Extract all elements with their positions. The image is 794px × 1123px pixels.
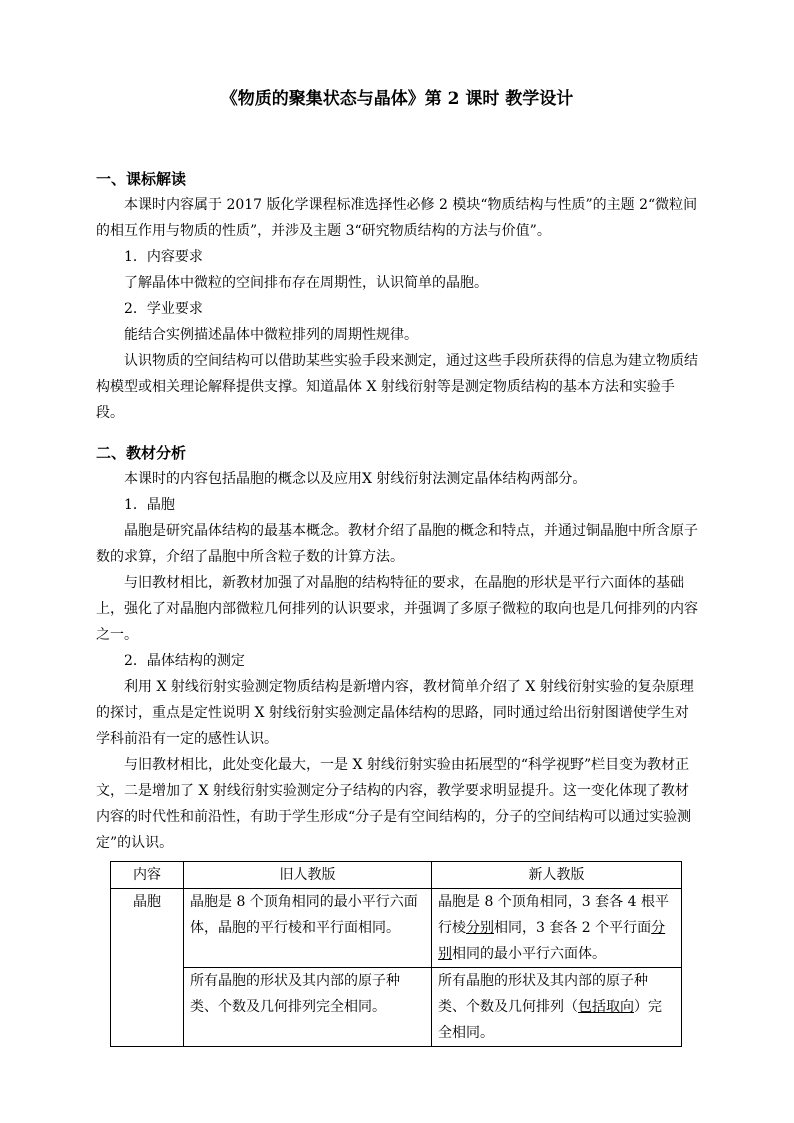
paragraph: 了解晶体中微粒的空间排布存在周期性，认识简单的晶胞。	[124, 275, 488, 291]
sub-heading: 2．晶体结构的测定	[124, 653, 245, 669]
table-cell: 晶胞是 8 个顶角相同的最小平行六面体，晶胞的平行棱和平行面相同。	[184, 889, 432, 968]
paragraph: 利用 X 射线衍射实验测定物质结构是新增内容，教材简单介绍了 X 射线衍射实验的复杂原理的探讨，重点是定性说明 X 射线衍射实验测定晶体结构的思路，同时通过给出衍射图谱使学生对学科前沿有一定的感性认识。	[96, 679, 694, 747]
paragraph: 认识物质的空间结构可以借助某些实验手段来测定，通过这些手段所获得的信息为建立物质结构模型或相关理论解释提供支撑。知道晶体 X 射线衍射等是测定物质结构的基本方法和实验手段。	[96, 353, 698, 421]
paragraph: 晶胞是研究晶体结构的最基本概念。教材介绍了晶胞的概念和特点，并通过铜晶胞中所含原子数的求算，介绍了晶胞中所含粒子数的计算方法。	[96, 523, 698, 565]
table-cell: 晶胞是 8 个顶角相同，3 套各 4 根平行棱分别相同，3 套各 2 个平行面分别相同的最小平行六面体。	[432, 889, 682, 968]
table-cell: 所有晶胞的形状及其内部的原子种类、个数及几何排列（包括取向）完全相同。	[432, 968, 682, 1047]
sub-heading: 2．学业要求	[124, 301, 203, 317]
section-heading-standards: 一、课标解读	[96, 170, 187, 188]
table-header: 内容	[111, 862, 184, 889]
table-cell: 所有晶胞的形状及其内部的原子种类、个数及几何排列完全相同。	[184, 968, 432, 1047]
paragraph: 本课时内容属于 2017 版化学课程标准选择性必修 2 模块“物质结构与性质”的主题 2“微粒间的相互作用与物质的性质”，并涉及主题 3“研究物质结构的方法与价值”。	[96, 197, 698, 239]
section-heading-textbook: 二、教材分析	[96, 444, 187, 462]
document-body	[96, 166, 698, 856]
paragraph: 能结合实例描述晶体中微粒排列的周期性规律。	[124, 327, 418, 343]
sub-heading: 1．内容要求	[124, 249, 203, 265]
table-row	[111, 889, 682, 968]
table-header: 新人教版	[432, 862, 682, 889]
table-row-label: 晶胞	[111, 889, 184, 1047]
table-header: 旧人教版	[184, 862, 432, 889]
table-row	[111, 968, 682, 1047]
underlined-text: 分别	[466, 920, 494, 936]
paragraph: 本课时的内容包括晶胞的概念以及应用X 射线衍射法测定晶体结构两部分。	[124, 471, 587, 487]
comparison-table	[110, 861, 682, 1047]
paragraph: 与旧教材相比，此处变化最大，一是 X 射线衍射实验由拓展型的“科学视野”栏目变为教材正文，二是增加了 X 射线衍射实验测定分子结构的内容，教学要求明显提升。这一变化体现了教材内容的时代性和前沿性，有助于学生形成“分子是有空间结构的，分子的空间结构可以通过实验测定”的认识。	[96, 757, 692, 851]
sub-heading: 1．晶胞	[124, 497, 175, 513]
underlined-text: 包括取向	[578, 999, 634, 1015]
paragraph: 与旧教材相比，新教材加强了对晶胞的结构特征的要求，在晶胞的形状是平行六面体的基础上，强化了对晶胞内部微粒几何排列的认识要求，并强调了多原子微粒的取向也是几何排列的内容之一。	[96, 575, 698, 643]
table-header-row	[111, 862, 682, 889]
underlined-text: 分别	[438, 920, 666, 962]
document-title: 《物质的聚集状态与晶体》第 2 课时 教学设计	[220, 89, 574, 109]
